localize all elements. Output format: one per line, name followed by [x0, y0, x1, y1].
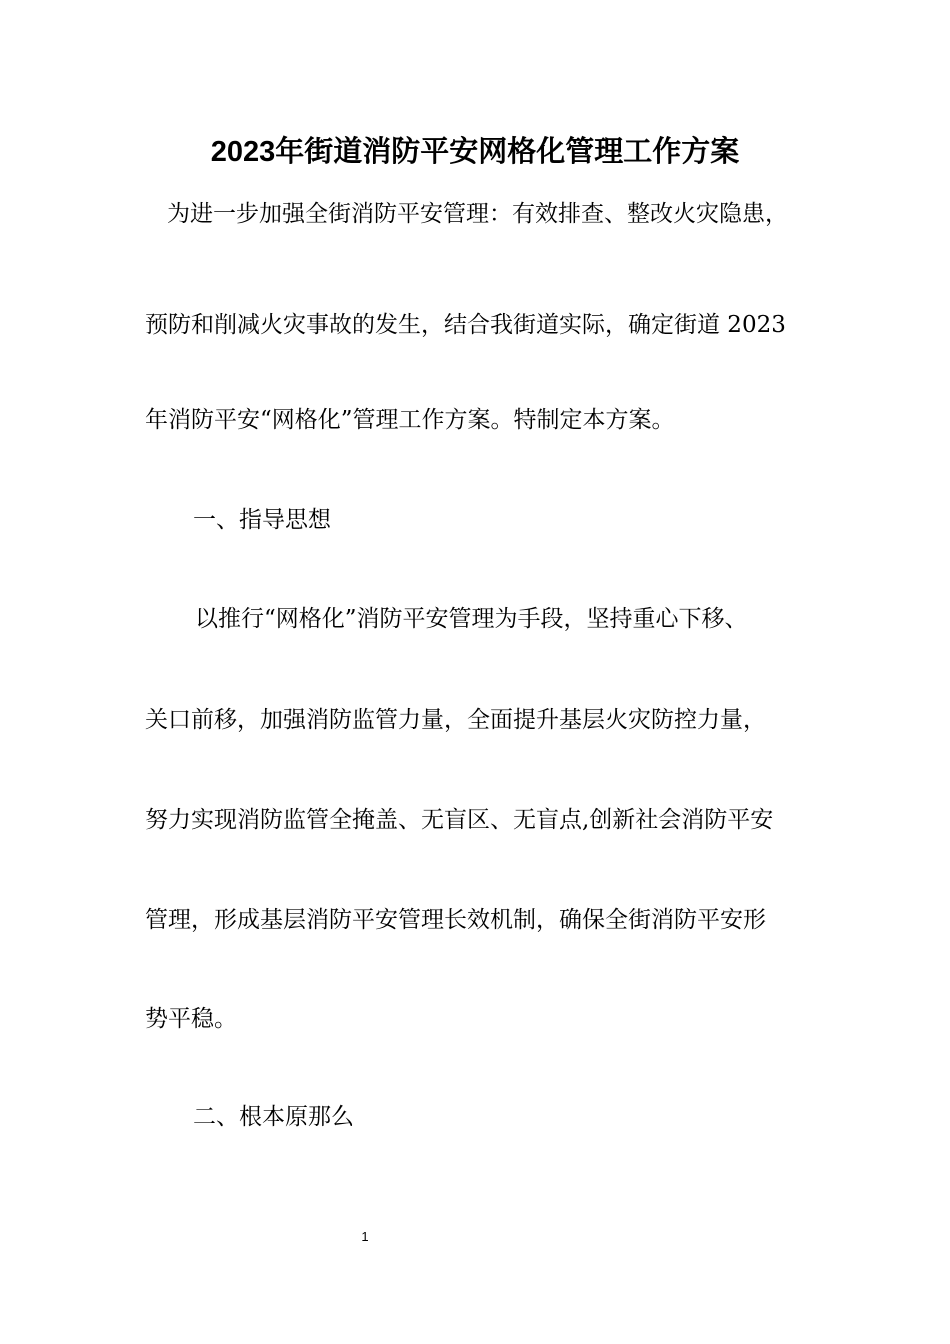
paragraph-line: 关口前移，加强消防监管力量，全面提升基层火灾防控力量， — [145, 707, 766, 733]
section-heading-basic-principles: 二、根本原那么 — [193, 1104, 354, 1130]
paragraph-line: 以推行“网格化”消防平安管理为手段，坚持重心下移、 — [195, 606, 748, 632]
paragraph-line: 管理，形成基层消防平安管理长效机制，确保全街消防平安形 — [145, 907, 766, 933]
paragraph-line: 势平稳。 — [145, 1006, 237, 1032]
section-heading-guiding-thought: 一、指导思想 — [193, 507, 331, 533]
page-number: 1 — [361, 1229, 369, 1244]
paragraph-line: 为进一步加强全街消防平安管理：有效排查、整改火灾隐患， — [167, 201, 788, 227]
document-title: 2023年街道消防平安网格化管理工作方案 — [210, 136, 740, 168]
paragraph-line: 预防和削减火灾事故的发生，结合我街道实际，确定街道 2023 — [145, 312, 786, 338]
paragraph-line: 努力实现消防监管全掩盖、无盲区、无盲点,创新社会消防平安 — [145, 807, 774, 833]
paragraph-line: 年消防平安“网格化”管理工作方案。特制定本方案。 — [145, 407, 675, 433]
